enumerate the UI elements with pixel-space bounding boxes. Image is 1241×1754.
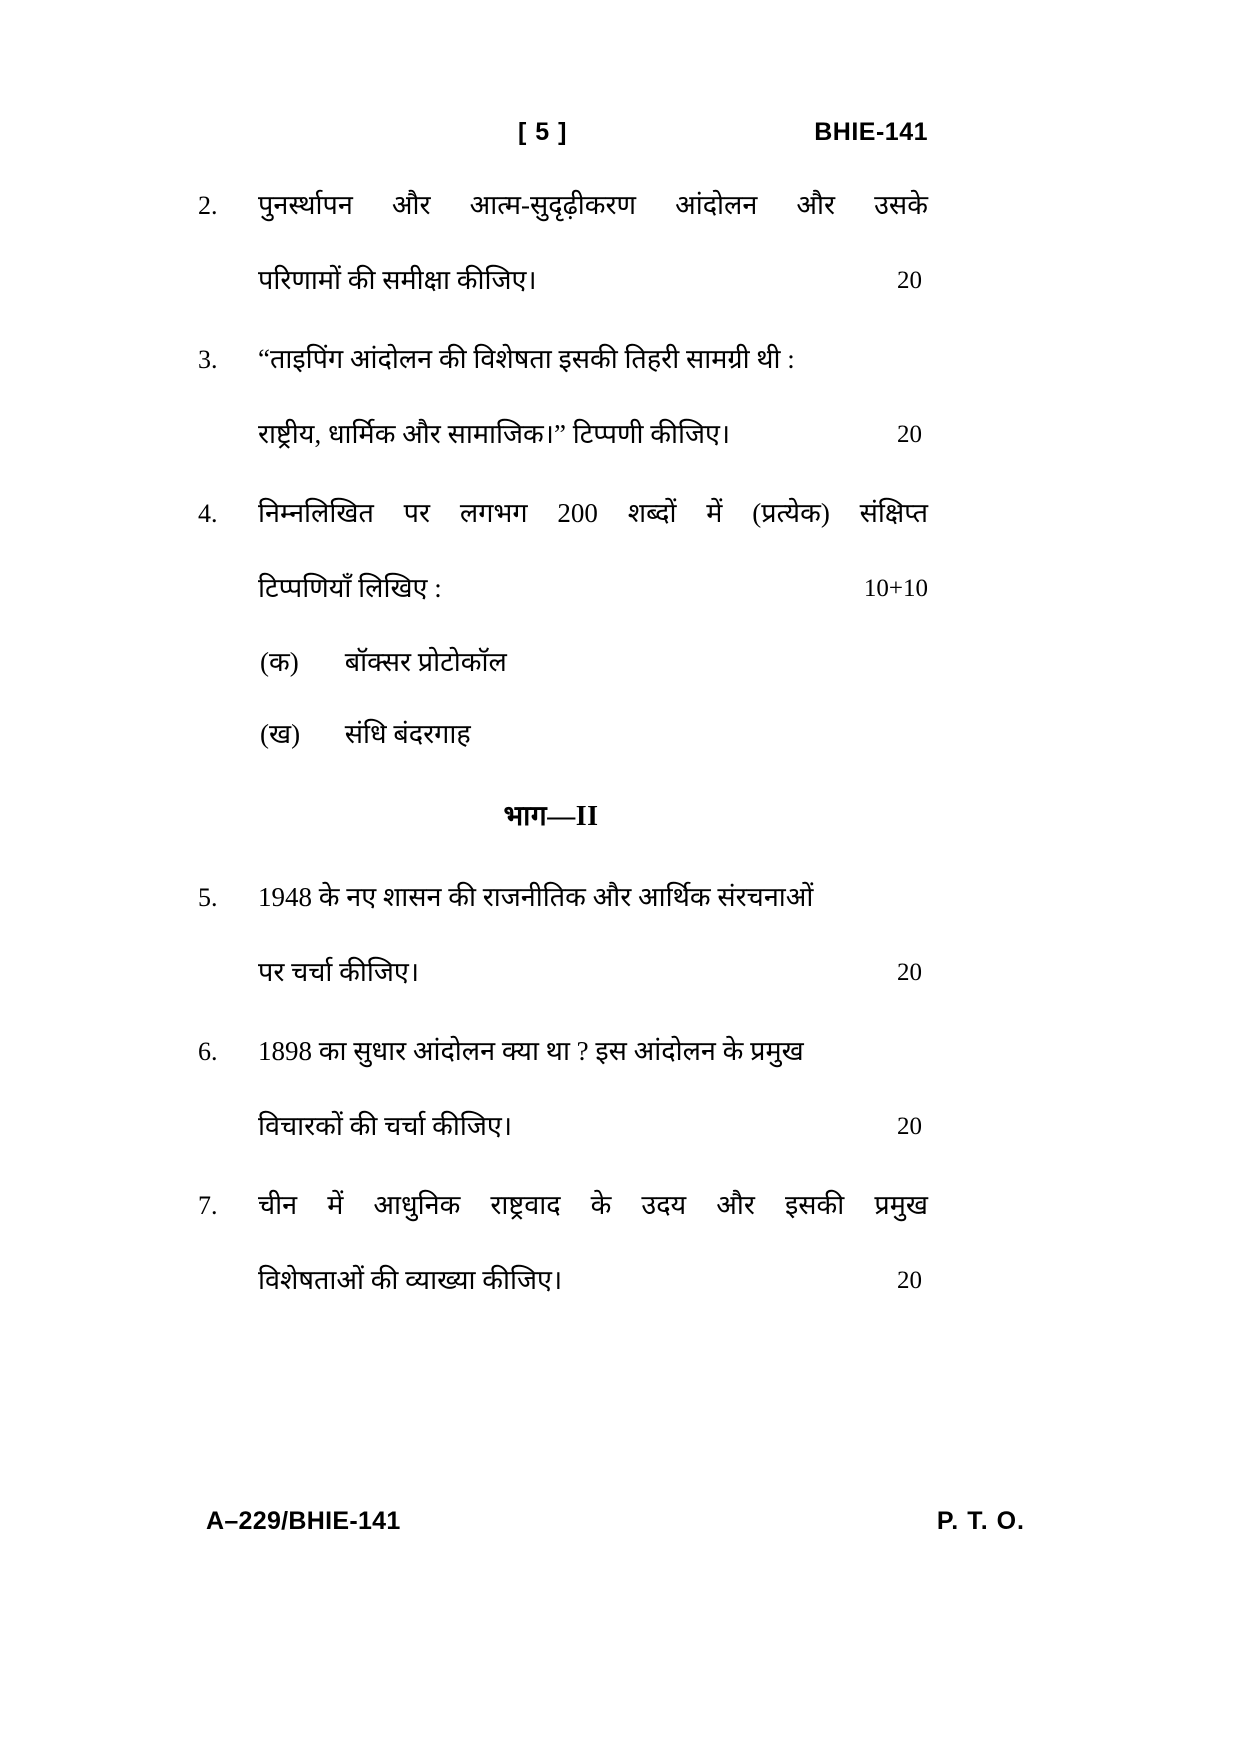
question-number: 7. <box>198 1191 218 1220</box>
text-segment: और <box>796 190 836 220</box>
marks-value: 20 <box>897 267 922 294</box>
question-item <box>198 322 928 472</box>
question-subpart <box>198 698 928 770</box>
page-footer <box>198 1507 1043 1536</box>
question-text-line1: 1898 का सुधार आंदोलन क्या था ? इस आंदोलन के प्रमुख <box>258 1036 804 1066</box>
question-text-line2: विचारकों की चर्चा कीजिए। <box>258 1111 513 1141</box>
question-line <box>198 243 928 318</box>
question-text-line1: “ताइपिंग आंदोलन की विशेषता इसकी तिहरी सामग्री थी : <box>258 344 795 374</box>
text-segment: लगभग <box>459 498 528 528</box>
question-number: 6. <box>198 1037 218 1066</box>
text-segment: संक्षिप्त <box>859 498 928 528</box>
question-text-line2: पर चर्चा कीजिए। <box>258 957 420 987</box>
text-segment: आधुनिक <box>373 1190 461 1220</box>
section-heading <box>198 774 928 860</box>
question-text-line1 <box>258 476 928 551</box>
question-text-line2: टिप्पणियाँ लिखिए : <box>258 573 442 603</box>
text-segment: शब्दों <box>627 498 677 528</box>
question-line <box>198 1168 928 1243</box>
text-segment: और <box>716 1190 755 1220</box>
subpart-label: (ख) <box>260 719 301 749</box>
text-segment: 200 <box>557 498 598 528</box>
text-segment: उसके <box>874 190 928 220</box>
question-text-line2: परिणामों की समीक्षा कीजिए। <box>258 265 537 295</box>
question-line <box>198 935 928 1010</box>
question-item <box>198 860 928 1010</box>
marks-value: 10+10 <box>863 575 928 602</box>
question-item <box>198 1168 928 1318</box>
page-number: [ 5 ] <box>518 118 568 146</box>
question-line <box>198 551 928 626</box>
marks-value: 20 <box>897 421 922 448</box>
question-text-line2: विशेषताओं की व्याख्या कीजिए। <box>258 1265 563 1295</box>
question-number: 3. <box>198 345 218 374</box>
paper-code: BHIE-141 <box>814 118 928 146</box>
text-segment: पर <box>403 498 431 528</box>
question-line <box>198 1014 928 1089</box>
text-segment: चीन <box>258 1190 298 1220</box>
page-content <box>198 118 928 1322</box>
question-number: 2. <box>198 191 218 220</box>
marks-value: 20 <box>897 1113 922 1140</box>
question-line <box>198 1089 928 1164</box>
subpart-label: (क) <box>260 647 299 677</box>
question-text-line1: 1948 के नए शासन की राजनीतिक और आर्थिक संरचनाओं <box>258 882 814 912</box>
question-text-line1 <box>258 168 928 243</box>
text-segment: में <box>706 498 723 528</box>
question-line <box>198 168 928 243</box>
footer-pto: P. T. O. <box>936 1507 1025 1535</box>
question-number: 4. <box>198 499 218 528</box>
text-segment: उदय <box>641 1190 687 1220</box>
marks-value: 20 <box>897 959 922 986</box>
question-line <box>198 476 928 551</box>
marks-value: 20 <box>897 1267 922 1294</box>
page-header <box>198 118 928 168</box>
text-segment: में <box>327 1190 344 1220</box>
text-segment: आंदोलन <box>675 190 758 220</box>
question-line <box>198 322 928 397</box>
question-item <box>198 1014 928 1164</box>
question-number: 5. <box>198 883 218 912</box>
text-segment: प्रमुख <box>874 1190 928 1220</box>
footer-paper-ref: A–229/BHIE-141 <box>206 1507 401 1535</box>
text-segment: के <box>590 1190 612 1220</box>
question-text-line1 <box>258 1168 928 1243</box>
section-heading-text: भाग— <box>503 801 576 832</box>
text-segment: आत्म-सुदृढ़ीकरण <box>469 190 637 220</box>
question-line <box>198 860 928 935</box>
question-item <box>198 476 928 770</box>
subpart-text: संधि बंदरगाह <box>344 719 471 749</box>
question-item <box>198 168 928 318</box>
text-segment: और <box>391 190 431 220</box>
question-line <box>198 397 928 472</box>
text-segment: राष्ट्रवाद <box>490 1190 561 1220</box>
text-segment: पुनर्स्थापन <box>258 190 353 220</box>
text-segment: निम्नलिखित <box>258 498 374 528</box>
question-subpart <box>198 626 928 698</box>
subpart-text: बॉक्सर प्रोटोकॉल <box>344 647 507 677</box>
text-segment: इसकी <box>785 1190 845 1220</box>
text-segment: (प्रत्येक) <box>752 498 830 528</box>
question-line <box>198 1243 928 1318</box>
section-heading-roman: II <box>575 801 599 832</box>
question-text-line2: राष्ट्रीय, धार्मिक और सामाजिक।” टिप्पणी कीजिए। <box>258 419 731 449</box>
